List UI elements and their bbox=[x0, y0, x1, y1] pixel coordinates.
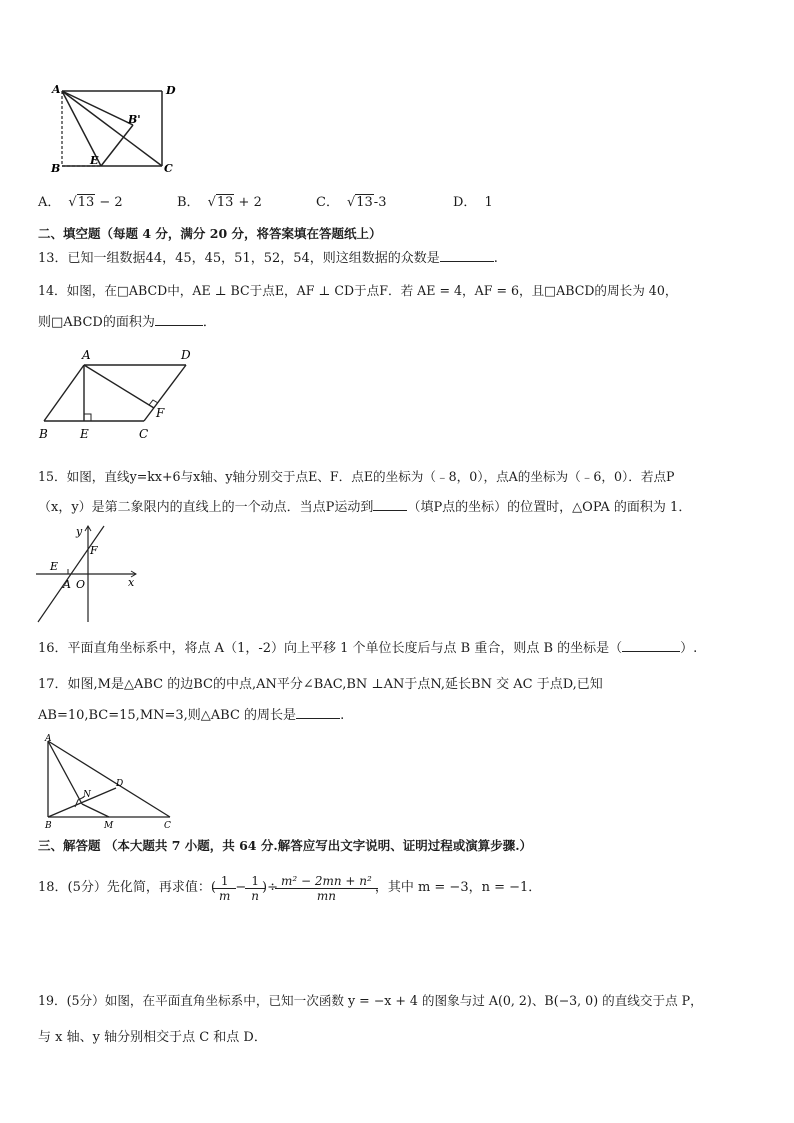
figure-q14 bbox=[36, 347, 196, 443]
fig17-label-d: D bbox=[116, 779, 124, 789]
option-c: C． √13-3 bbox=[316, 195, 387, 210]
fraction-expression: $\frac{\text{m² − 2mn + n²}}{mn}$ bbox=[278, 874, 375, 903]
question-19-line-1: 19．(5分）如图，在平面直角坐标系中，已知一次函数 y = −x + 4 的图象与过 A(0, 2)、B(−3, 0) 的直线交于点 P， bbox=[38, 993, 703, 1008]
fig14-label-b: B bbox=[39, 427, 48, 441]
question-19-line-2: 与 x 轴、y 轴分别相交于点 C 和点 D． bbox=[38, 1030, 267, 1045]
fraction-1-over-m: $\frac{1}{m}$ bbox=[216, 874, 233, 903]
question-16: 16．平面直角坐标系中，将点 A（1，-2）向上平移 1 个单位长度后与点 B 重合，则点 B 的坐标是（ ）. bbox=[38, 641, 698, 656]
fig15-label-e: E bbox=[50, 560, 59, 573]
fig17-label-n: N bbox=[83, 790, 91, 800]
fig17-label-m: M bbox=[104, 821, 114, 831]
sqrt-symbol: √ bbox=[346, 195, 356, 210]
option-a: A． √13 − 2 bbox=[38, 195, 123, 210]
question-15-line-2: （x，y）是第二象限内的直线上的一个动点．当点P运动到 （填P点的坐标）的位置时，△OPA 的面积为 1． bbox=[38, 500, 692, 515]
option-b: B． √13 + 2 bbox=[177, 195, 262, 210]
sqrt-symbol: √ bbox=[68, 195, 77, 210]
question-17-line-1: 17．如图,M是△ABC 的边BC的中点,AN平分∠BAC,BN ⊥AN于点N,延长BN 交 AC 于点D,已知 bbox=[38, 677, 603, 692]
question-14-line-2: 则□ABCD的面积为 ． bbox=[38, 315, 216, 330]
fraction-1-over-n: $\frac{1}{n}$ bbox=[248, 874, 262, 903]
fig15-label-f: F bbox=[90, 544, 98, 557]
fig15-label-y: y bbox=[76, 525, 83, 538]
fig15-label-a: A bbox=[63, 578, 71, 591]
fig12-label-a: A bbox=[52, 83, 61, 96]
question-15-line-1: 15．如图，直线y=kx+6与x轴、y轴分别交于点E、F．点E的坐标为（﹣8，0），点A的坐标为（﹣6，0）．若点P bbox=[38, 469, 675, 484]
fig14-label-f: F bbox=[156, 406, 165, 420]
figure-q15 bbox=[34, 522, 144, 626]
question-13: 13．已知一组数据44，45，45，51，52，54，则这组数据的众数是 . bbox=[38, 251, 498, 266]
answer-blank bbox=[155, 313, 203, 326]
fig15-label-x: x bbox=[128, 576, 135, 589]
section-3-title: 三、解答题 （本大题共 7 小题，共 64 分.解答应写出文字说明、证明过程或演算步骤.） bbox=[38, 838, 533, 853]
option-d: D． 1 bbox=[453, 195, 493, 210]
fig17-label-b: B bbox=[45, 821, 52, 831]
answer-blank bbox=[440, 249, 494, 262]
fig17-label-a: A bbox=[45, 734, 52, 744]
fig14-label-d: D bbox=[181, 348, 191, 362]
question-14-line-1: 14．如图，在□ABCD中，AE ⊥ BC于点E，AF ⊥ CD于点F．若 AE = 4，AF = 6，且□ABCD的周长为 40， bbox=[38, 283, 678, 298]
figure-q12 bbox=[48, 80, 184, 176]
fig12-label-b-prime: B' bbox=[128, 113, 141, 126]
fig14-label-a: A bbox=[82, 348, 91, 362]
fig12-label-b: B bbox=[51, 162, 61, 175]
sqrt-symbol: √ bbox=[207, 195, 216, 210]
fig12-label-e: E bbox=[90, 154, 99, 167]
answer-blank bbox=[296, 706, 340, 719]
section-2-title: 二、填空题（每题 4 分，满分 20 分，将答案填在答题纸上） bbox=[38, 226, 382, 241]
question-17-line-2: AB=10,BC=15,MN=3,则△ABC 的周长是 . bbox=[38, 708, 345, 723]
figure-q17 bbox=[40, 731, 180, 831]
fig14-label-c: C bbox=[139, 427, 149, 441]
fig15-label-o: O bbox=[76, 578, 86, 591]
fig12-label-c: C bbox=[164, 162, 173, 175]
fig14-label-e: E bbox=[80, 427, 89, 441]
question-18: 18．(5分）先化简，再求值：( $\frac{1}{m}$ − $\frac{1}{n}$ )÷ $\frac{\text{m² − 2mn + n²}}{mn}$ ，其中 m = −3，n = −1． bbox=[38, 873, 542, 903]
answer-blank bbox=[622, 639, 680, 652]
fig12-label-d: D bbox=[166, 84, 176, 97]
answer-blank bbox=[373, 498, 407, 511]
fig17-label-c: C bbox=[164, 821, 171, 831]
